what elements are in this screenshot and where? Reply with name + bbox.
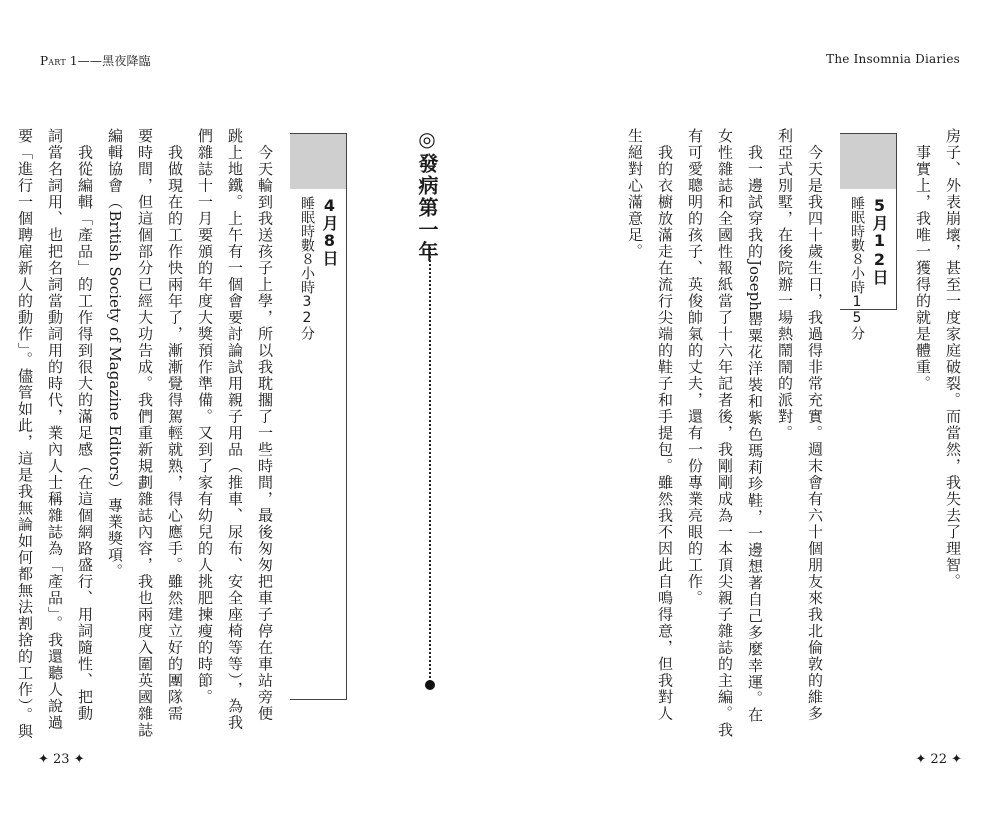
part-label: Part 1 bbox=[40, 54, 78, 68]
text-column: 要時間，但這個部分已經大功告成。我們重新規劃雜誌內容，我也兩度入圍英國雜誌 bbox=[136, 128, 154, 739]
page-number-right: ✦ 22 ✦ bbox=[915, 752, 962, 767]
text-column: 詞當名詞用、也把名詞當動詞用的時代，業內人士稱雜誌為「產品」。我還聽人說過 bbox=[46, 128, 64, 731]
text-column bbox=[100, 128, 130, 580]
text-column: 今天是我四十歲生日，我過得非常充實。週末會有六十個朋友來我北倫敦的維多 bbox=[806, 128, 824, 722]
text-column bbox=[740, 128, 770, 723]
text-column: 們雜誌十一月要頒的年度大獎預作準備。又到了家有幼兒的人挑肥揀瘦的時節。 bbox=[196, 128, 214, 706]
sleep-hours: 睡眠時數８小時32分 bbox=[299, 196, 315, 340]
text-column: 跳上地鐵。上午有一個會要討論試用親子用品（推車、尿布、安全座椅等等），為我 bbox=[226, 128, 244, 731]
text-column: 有可愛聰明的孩子、英俊帥氣的丈夫，還有一份專業亮眼的工作。 bbox=[686, 128, 704, 607]
text-column: 房子、外表崩壞，甚至一度家庭破裂。而當然，我失去了理智。 bbox=[944, 128, 962, 590]
text-column: 我的衣櫥放滿走在流行尖端的鞋子和手提包。雖然我不因此自鳴得意，但我對人 bbox=[656, 128, 674, 722]
text-column: 利亞式別墅，在後院辦一場熱鬧鬧的派對。 bbox=[776, 128, 794, 442]
organization-name: British Society of Magazine Editors bbox=[106, 210, 124, 481]
page-number-left: ✦ 23 ✦ bbox=[38, 752, 85, 767]
text-run: 我一邊試穿我的 bbox=[746, 128, 764, 260]
text-column: 今天輪到我送孩子上學，所以我耽擱了一些時間，最後匆匆把車子停在車站旁便 bbox=[256, 128, 274, 722]
text-run: 罌粟花洋裝和紫色瑪莉珍鞋，一邊想著自己多麼幸運。在 bbox=[746, 310, 764, 724]
text-column: 事實上，我唯一獲得的就是體重。 bbox=[914, 128, 932, 392]
sleep-hours: 睡眠時數８小時15分 bbox=[849, 196, 865, 340]
section-title: ◎發病第一年 bbox=[415, 127, 439, 263]
diary-date-box bbox=[290, 133, 347, 700]
entry-date: 4月8日 bbox=[320, 196, 339, 266]
entry-date: 5月12日 bbox=[870, 196, 889, 285]
text-column: 要「進行一個聘雇新人的動作」。儘管如此，這是我無論如何都無法割捨的工作）。與 bbox=[16, 128, 34, 740]
brand-name: Joseph bbox=[746, 260, 764, 311]
text-column: 生絕對心滿意足。 bbox=[626, 128, 644, 260]
text-run: 編輯協會（ bbox=[106, 128, 124, 211]
date-box-shade bbox=[290, 134, 346, 189]
dotted-rule-end bbox=[425, 680, 435, 690]
running-header-left bbox=[40, 52, 151, 69]
date-box-shade bbox=[840, 134, 896, 189]
dotted-rule bbox=[429, 247, 431, 682]
text-column: 我做現在的工作快兩年了，漸漸覺得駕輕就熟，得心應手。雖然建立好的團隊需 bbox=[166, 128, 184, 722]
running-header-right: The Insomnia Diaries bbox=[826, 52, 960, 66]
diary-date-box bbox=[840, 133, 897, 340]
date-box-text bbox=[846, 196, 890, 340]
text-column: 女性雜誌和全國性報紙當了十六年記者後，我剛剛成為一本頂尖親子雜誌的主編。我 bbox=[716, 128, 734, 739]
part-title: ——黑夜降臨 bbox=[77, 54, 151, 68]
text-run: ）專業獎項。 bbox=[106, 480, 124, 580]
text-column: 我從編輯「產品」的工作得到很大的滿足感（在這個網路盛行、用詞隨性、把動 bbox=[76, 128, 94, 722]
date-box-text bbox=[296, 196, 340, 340]
